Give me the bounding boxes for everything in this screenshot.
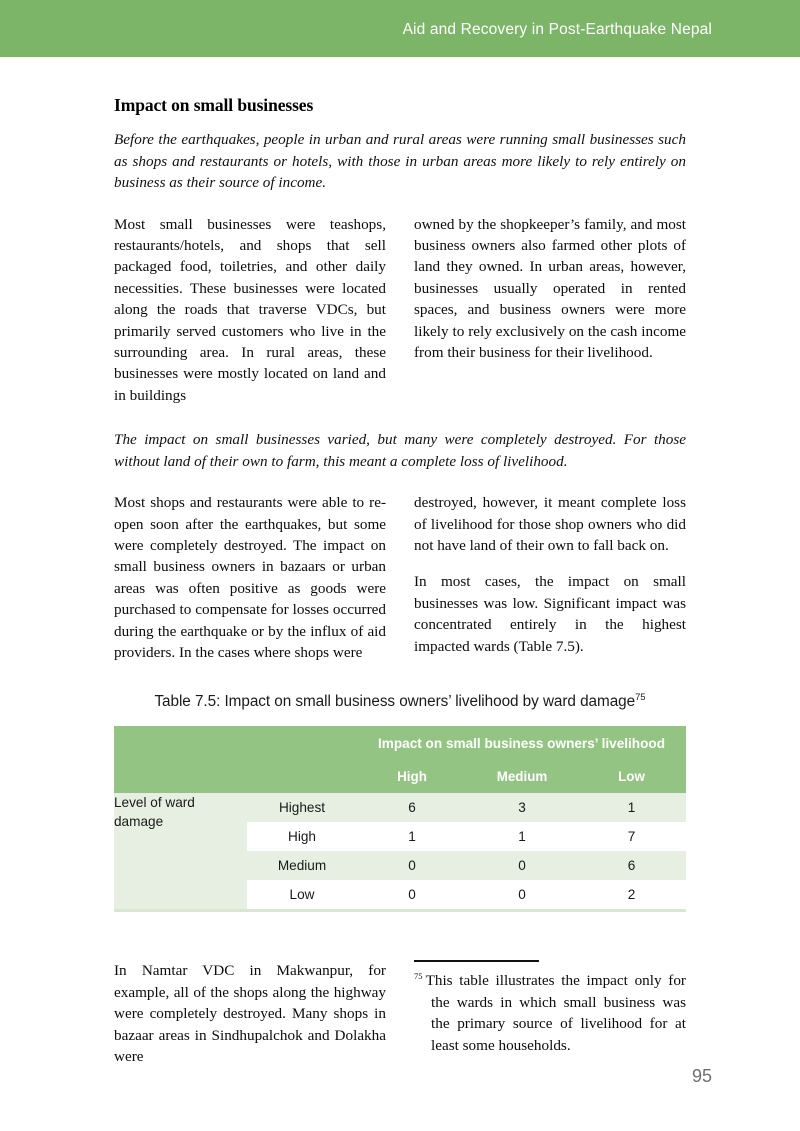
table-row (114, 793, 686, 822)
page-content (114, 95, 686, 1067)
section-lead-paragraph-2: The impact on small businesses varied, but many were completely destroyed. For those without land of their own to farm, this meant a complete loss of livelihood. (114, 431, 686, 470)
table-cell-value: 0 (357, 851, 467, 880)
table-caption (114, 693, 686, 711)
table-row-category: High (247, 822, 357, 851)
text-block-1 (114, 214, 686, 407)
section-title: Impact on small businesses (114, 95, 314, 115)
paragraph: Most small businesses were teashops, restaurants/hotels, and shops that sell packaged food, toiletries, and other daily necessities. These businesses were located along the roads that traverse VDCs, but primarily served customers who live in the surrounding area. In rural areas, these businesses were mostly located on land and in buildings (114, 215, 386, 404)
table-row-category: Medium (247, 851, 357, 880)
table-cell-value: 0 (357, 880, 467, 911)
table-header-blank-corner (114, 726, 357, 760)
table-column-header-medium: Medium (467, 760, 577, 793)
paragraph: owned by the shopkeeper’s family, and most business owners also farmed other plots of land they owned. In urban areas, however, businesses usually operated in rented spaces, and business owners were more likely to rely exclusively on the cash income from their business for their livelihood. (414, 215, 686, 361)
table-header-blank-corner-2 (114, 760, 357, 793)
paragraph: In Namtar VDC in Makwanpur, for example, all of the shops along the highway were completely destroyed. Many shops in bazaar areas in Sindhupalchok and Dolakha were (114, 962, 386, 1066)
table-caption-footnote-marker: 75 (635, 692, 646, 704)
text-block-2-right-column (414, 492, 686, 663)
table-header-row-columns (114, 760, 686, 793)
footnote-separator-rule (414, 960, 539, 962)
table-column-header-low: Low (577, 760, 686, 793)
table-cell-value: 3 (467, 793, 577, 822)
table-cell-value: 1 (577, 793, 686, 822)
paragraph: In most cases, the impact on small businesses was low. Significant impact was concentrated entirely in the highest impacted wards (Table 7.5). (414, 573, 686, 655)
impact-by-ward-damage-table (114, 726, 686, 912)
text-block-2-left-column (114, 492, 386, 663)
section-lead-paragraph-1: Before the earthquakes, people in urban and rural areas were running small businesses such as shops and restaurants or hotels, with those in urban areas more likely to rely entirely on business as their source of income. (114, 131, 686, 191)
running-header-title: Aid and Recovery in Post-Earthquake Nepal (402, 21, 712, 38)
table-cell-value: 0 (467, 880, 577, 911)
text-block-2 (114, 492, 686, 663)
table-cell-value: 6 (577, 851, 686, 880)
page-running-header (0, 0, 800, 57)
text-block-3-left-column (114, 960, 386, 1067)
paragraph: Most shops and restaurants were able to re-open soon after the earthquakes, but some were completely destroyed. The impact on small business owners in bazaars or urban areas was often positive as goods were purchased to compensate for losses occurred during the earthquake or by the influx of aid providers. In the cases where shops were (114, 494, 386, 661)
table-row-category: Low (247, 880, 357, 911)
paragraph: destroyed, however, it meant complete loss of livelihood for those shop owners who did not have land of their own to fall back on. (414, 494, 686, 554)
footnote-body: This table illustrates the impact only for the wards in which small business was the primary source of livelihood for at least some households. (425, 972, 686, 1054)
page-number: 95 (691, 1066, 712, 1086)
table-cell-value: 1 (467, 822, 577, 851)
text-block-3 (114, 960, 686, 1067)
table-cell-value: 7 (577, 822, 686, 851)
spacer (114, 912, 686, 960)
text-block-1-left-column (114, 214, 386, 407)
spacer (114, 406, 686, 429)
text-block-1-right-column (414, 214, 686, 407)
table-row-category: Highest (247, 793, 357, 822)
spacer (114, 663, 686, 693)
table-cell-value: 0 (467, 851, 577, 880)
footnote-column (414, 960, 686, 1067)
table-header-row-group (114, 726, 686, 760)
table-caption-text: Table 7.5: Impact on small business owners’ livelihood by ward damage (154, 693, 636, 711)
table-cell-value: 1 (357, 822, 467, 851)
table-row-group-label: Level of ward damage (114, 793, 247, 911)
table-column-header-high: High (357, 760, 467, 793)
table-cell-value: 2 (577, 880, 686, 911)
table-group-header: Impact on small business owners’ livelihood (357, 726, 686, 760)
footnote-marker: 75 (414, 971, 423, 982)
table-cell-value: 6 (357, 793, 467, 822)
footnote-text (414, 970, 686, 1056)
